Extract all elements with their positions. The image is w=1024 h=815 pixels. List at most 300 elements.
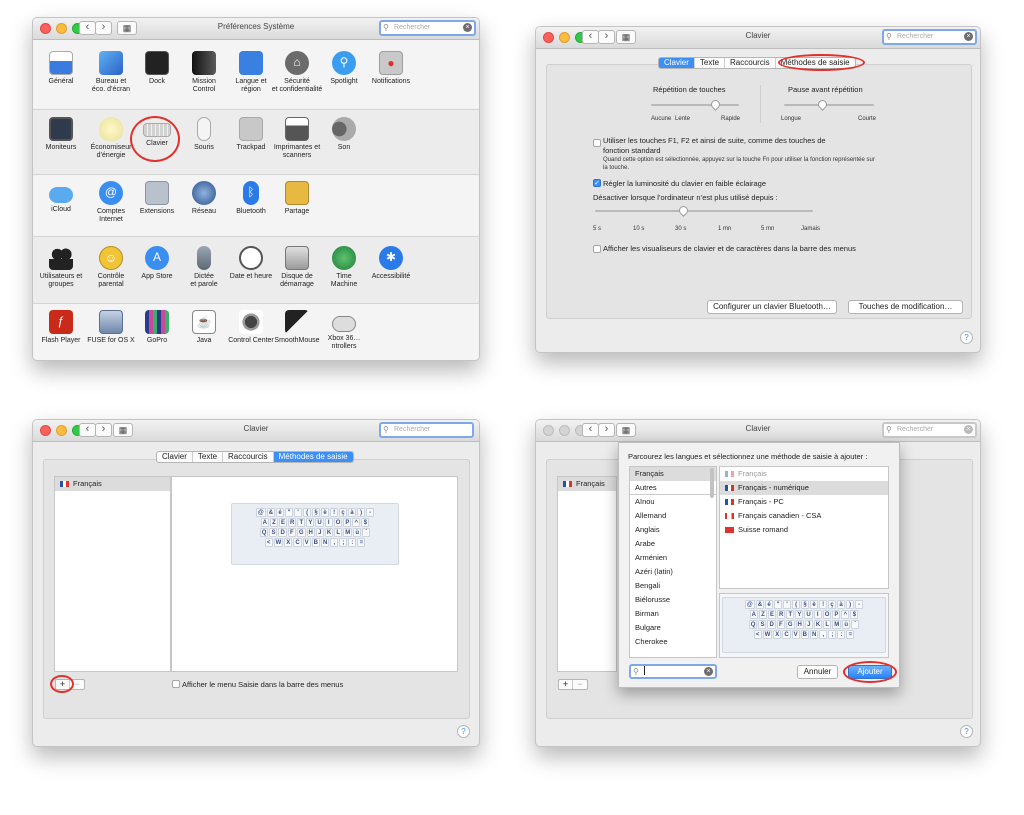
tab-methodes-de-saisie[interactable]: Méthodes de saisie bbox=[274, 452, 353, 462]
accounts-icon: @ bbox=[99, 181, 123, 205]
language-search-input[interactable] bbox=[629, 664, 717, 679]
pref-pane-trackpad[interactable] bbox=[225, 117, 277, 152]
dictation-icon bbox=[197, 246, 211, 270]
key-cap: J bbox=[805, 620, 813, 629]
highlight-circle-clavier bbox=[130, 116, 180, 162]
key-cap: : bbox=[348, 538, 356, 547]
key-cap: N bbox=[812, 632, 817, 638]
layout-list[interactable] bbox=[719, 466, 889, 589]
key-cap: I bbox=[325, 518, 333, 527]
language-item[interactable]: Arménien bbox=[635, 553, 668, 562]
pref-pane-sound[interactable] bbox=[318, 117, 370, 152]
key-cap: @ bbox=[257, 510, 264, 516]
pref-pane-label: Mission Control bbox=[192, 78, 216, 93]
language-item[interactable]: Français bbox=[630, 467, 716, 481]
icloud-icon bbox=[49, 187, 73, 203]
language-item[interactable]: Aïnou bbox=[635, 497, 655, 506]
key-cap: Q bbox=[261, 530, 267, 536]
layout-item[interactable] bbox=[720, 467, 888, 481]
key-cap: ç bbox=[339, 508, 347, 517]
pref-pane-label: Son bbox=[337, 144, 351, 151]
tick-30s: 30 s bbox=[675, 226, 687, 232]
language-item[interactable]: Azéri (latin) bbox=[635, 567, 673, 576]
key-cap: Z bbox=[759, 610, 767, 619]
add-remove-buttons bbox=[558, 679, 588, 690]
pref-pane-displays[interactable] bbox=[35, 117, 87, 152]
show-all-button[interactable]: ▦ bbox=[616, 30, 636, 44]
bluetooth-icon: ᛒ bbox=[243, 181, 259, 205]
language-item[interactable]: Arabe bbox=[635, 539, 656, 548]
pref-pane-label: Date et heure bbox=[229, 273, 273, 280]
key-cap: U bbox=[806, 612, 811, 618]
layout-item[interactable] bbox=[720, 495, 888, 509]
language-item[interactable]: Autres bbox=[630, 481, 716, 495]
key-cap: A bbox=[751, 612, 756, 618]
key-cap: é bbox=[276, 508, 284, 517]
layout-label: Suisse romand bbox=[738, 525, 789, 534]
cursor-icon bbox=[285, 310, 309, 334]
trackpad-icon bbox=[239, 117, 263, 141]
language-item[interactable]: Biélorusse bbox=[635, 595, 671, 604]
pref-pane-flash[interactable] bbox=[35, 310, 87, 345]
fn-keys-label: Utiliser les touches F1, F2 et ainsi de suite, comme des touches de bbox=[603, 136, 826, 145]
add-input-source-window bbox=[535, 419, 981, 747]
layout-label: Français - numérique bbox=[738, 483, 809, 492]
key-cap: B bbox=[313, 540, 319, 546]
key-cap: < bbox=[754, 630, 762, 639]
pref-pane-dictation[interactable] bbox=[178, 246, 230, 289]
key-cap: P bbox=[834, 612, 839, 618]
delay-long-label: Longue bbox=[781, 116, 802, 122]
help-button[interactable]: ? bbox=[457, 725, 470, 738]
pref-pane-label: Dock bbox=[149, 78, 165, 85]
remove-source-button[interactable]: − bbox=[577, 679, 583, 689]
key-cap: R bbox=[289, 520, 295, 526]
keyboard-row bbox=[723, 610, 885, 619]
displays-icon bbox=[49, 117, 73, 141]
key-cap: G bbox=[787, 622, 793, 628]
highlight-circle-plus bbox=[50, 675, 74, 693]
mouse-icon bbox=[197, 117, 211, 141]
pref-pane-label: GoPro bbox=[146, 337, 168, 344]
pref-pane-security[interactable] bbox=[271, 51, 323, 94]
key-cap: @ bbox=[746, 602, 753, 608]
key-cap: E bbox=[280, 520, 285, 526]
title-bar bbox=[536, 27, 980, 49]
key-cap: § bbox=[801, 600, 809, 609]
key-cap: O bbox=[824, 612, 830, 618]
key-cap: ù bbox=[842, 620, 850, 629]
back-button[interactable]: ‹ bbox=[79, 423, 96, 437]
pref-pane-label: Disque de démarrage bbox=[280, 273, 314, 288]
repeat-title: Répétition de touches bbox=[653, 85, 726, 94]
key-cap: R bbox=[778, 612, 784, 618]
key-cap: ^ bbox=[352, 518, 360, 527]
pref-pane-label: Économiseur d’énergie bbox=[90, 144, 132, 159]
keyboard-row bbox=[232, 528, 398, 537]
tick-1mn: 1 mn bbox=[718, 226, 732, 232]
layout-label: Français - PC bbox=[738, 497, 784, 506]
key-cap: Y bbox=[797, 612, 802, 618]
tab-texte[interactable]: Texte bbox=[193, 452, 223, 462]
language-item[interactable]: Cherokee bbox=[635, 637, 668, 646]
key-cap: A bbox=[262, 520, 267, 526]
show-all-button[interactable]: ▦ bbox=[113, 423, 133, 437]
pref-pane-label: Accessibilité bbox=[371, 273, 411, 280]
pref-pane-dock[interactable] bbox=[131, 51, 183, 86]
key-cap: ` bbox=[362, 528, 370, 537]
pref-pane-label: Langue et région bbox=[235, 78, 267, 93]
repeat-fast-label: Rapide bbox=[721, 116, 741, 122]
pref-pane-label: Java bbox=[196, 337, 212, 344]
input-source-item[interactable]: Français bbox=[55, 477, 170, 491]
pref-pane-mouse[interactable] bbox=[178, 117, 230, 152]
dock-icon bbox=[145, 51, 169, 75]
search-icon: ⚲ bbox=[383, 23, 389, 32]
extensions-icon bbox=[145, 181, 169, 205]
pref-pane-icloud[interactable] bbox=[35, 181, 87, 214]
key-cap: ^ bbox=[841, 610, 849, 619]
pref-pane-label: Spotlight bbox=[330, 78, 358, 85]
pref-pane-label: Notifications bbox=[371, 78, 411, 85]
remove-source-button[interactable]: − bbox=[74, 679, 80, 689]
key-cap: V bbox=[304, 540, 309, 546]
pref-pane-extensions[interactable] bbox=[131, 181, 183, 216]
pref-pane-logitech[interactable] bbox=[225, 310, 277, 345]
search-input[interactable]: ⚲ Rechercher × bbox=[882, 422, 977, 438]
pref-pane-label: Souris bbox=[194, 144, 214, 151]
key-cap: O bbox=[335, 520, 341, 526]
key-cap: è bbox=[321, 508, 329, 517]
key-cap: ` bbox=[851, 620, 859, 629]
search-icon: ⚲ bbox=[383, 425, 389, 434]
sound-icon bbox=[332, 117, 356, 141]
energy-icon bbox=[99, 117, 123, 141]
key-cap: Q bbox=[750, 622, 756, 628]
input-source-item[interactable]: Français bbox=[558, 477, 616, 491]
keyboard-row bbox=[232, 518, 398, 527]
search-input[interactable]: ⚲ Rechercher bbox=[379, 422, 474, 438]
fn-keys-checkbox[interactable] bbox=[593, 139, 601, 147]
disk-icon bbox=[285, 246, 309, 270]
forward-button[interactable]: › bbox=[95, 423, 112, 437]
bluetooth-keyboard-button[interactable]: Configurer un clavier Bluetooth… bbox=[707, 300, 837, 314]
pref-pane-label: Clavier bbox=[146, 140, 168, 147]
key-cap: H bbox=[308, 530, 313, 536]
add-button[interactable]: Ajouter bbox=[848, 665, 892, 679]
pref-pane-java[interactable] bbox=[178, 310, 230, 345]
tab-bar bbox=[156, 451, 354, 463]
window-title: Clavier bbox=[745, 424, 771, 433]
key-cap: $ bbox=[850, 610, 858, 619]
pref-pane-language[interactable] bbox=[225, 51, 277, 94]
key-cap: P bbox=[345, 520, 350, 526]
layout-label: Français canadien - CSA bbox=[738, 511, 822, 520]
pref-pane-sharing[interactable] bbox=[271, 181, 323, 216]
pref-pane-label: FUSE for OS X bbox=[87, 337, 135, 344]
pref-pane-label: Général bbox=[48, 78, 74, 85]
key-cap: T bbox=[297, 518, 305, 527]
pref-pane-label: Control Center bbox=[228, 337, 274, 344]
pref-pane-bluetooth[interactable] bbox=[225, 181, 277, 216]
forward-button[interactable]: › bbox=[95, 21, 112, 35]
pref-pane-label: Bluetooth bbox=[236, 208, 266, 215]
search-icon: ⚲ bbox=[886, 32, 892, 41]
show-input-menu-label: Afficher le menu Saisie dans la barre des menus bbox=[182, 680, 344, 689]
pref-pane-label: Moniteurs bbox=[45, 144, 77, 151]
clear-search-icon[interactable]: × bbox=[463, 23, 472, 32]
sharing-icon bbox=[285, 181, 309, 205]
fn-keys-label-2: fonction standard bbox=[603, 146, 661, 155]
pref-pane-gopro[interactable] bbox=[131, 310, 183, 345]
tab-clavier[interactable]: Clavier bbox=[659, 58, 695, 68]
add-source-button[interactable]: + bbox=[56, 680, 70, 689]
delay-slider[interactable] bbox=[784, 104, 874, 106]
pref-pane-label: Bureau et éco. d’écran bbox=[91, 78, 131, 93]
general-icon bbox=[49, 51, 73, 75]
pref-pane-disk[interactable] bbox=[271, 246, 323, 289]
key-cap: K bbox=[326, 530, 332, 536]
gopro-icon bbox=[145, 310, 169, 334]
keyboard-row bbox=[723, 620, 885, 629]
tick-10s: 10 s bbox=[633, 226, 645, 232]
key-cap: ! bbox=[819, 600, 827, 609]
key-cap: C bbox=[295, 540, 300, 546]
pref-pane-cursor[interactable] bbox=[271, 310, 323, 345]
keyboard-row bbox=[723, 630, 885, 639]
pref-pane-mission-control[interactable] bbox=[178, 51, 230, 94]
tab-texte[interactable]: Texte bbox=[695, 58, 725, 68]
pref-pane-clock[interactable] bbox=[225, 246, 277, 281]
title-bar bbox=[33, 420, 479, 442]
appstore-icon: A bbox=[145, 246, 169, 270]
key-cap: T bbox=[786, 610, 794, 619]
key-cap: à bbox=[837, 600, 845, 609]
pref-pane-network[interactable] bbox=[178, 181, 230, 216]
key-cap: M bbox=[345, 530, 351, 536]
pref-pane-printer[interactable] bbox=[271, 117, 323, 160]
key-cap: & bbox=[268, 510, 274, 516]
back-button[interactable]: ‹ bbox=[582, 423, 599, 437]
cancel-button[interactable]: Annuler bbox=[797, 665, 838, 679]
pref-pane-label: iCloud bbox=[51, 206, 71, 213]
pref-pane-general[interactable] bbox=[35, 51, 87, 86]
timemachine-icon bbox=[332, 246, 356, 270]
key-cap: : bbox=[837, 630, 845, 639]
window-title: Clavier bbox=[243, 424, 269, 433]
key-cap: & bbox=[757, 602, 763, 608]
back-button[interactable]: ‹ bbox=[582, 30, 599, 44]
layout-item[interactable] bbox=[720, 523, 888, 537]
key-cap: F bbox=[288, 528, 296, 537]
tab-clavier[interactable]: Clavier bbox=[157, 452, 193, 462]
repeat-slow-label: Lente bbox=[675, 116, 691, 122]
keyboard-row bbox=[232, 538, 398, 547]
pref-pane-label: Utilisateurs et groupes bbox=[39, 273, 83, 288]
pref-pane-notifications[interactable] bbox=[365, 51, 417, 86]
key-cap: W bbox=[275, 540, 282, 546]
pref-pane-spotlight[interactable] bbox=[318, 51, 370, 86]
tick-jamais: Jamais bbox=[801, 226, 821, 232]
key-cap: § bbox=[312, 508, 320, 517]
spotlight-icon: ⚲ bbox=[332, 51, 356, 75]
network-icon bbox=[192, 181, 216, 205]
fn-keys-note-2: la touche. bbox=[603, 165, 630, 171]
key-cap: " bbox=[285, 508, 293, 517]
keyboard-prefs-window bbox=[535, 26, 981, 353]
fn-keys-note: Quand cette option est sélectionnée, appuyez sur la touche Fn pour utiliser la fonction représentée sur bbox=[603, 157, 875, 163]
layout-item[interactable] bbox=[720, 481, 888, 495]
text-cursor bbox=[644, 666, 645, 675]
pref-pane-label: Xbox 36…ntrollers bbox=[327, 335, 361, 350]
viewers-label: Afficher les visualiseurs de clavier et de caractères dans la barre des menus bbox=[603, 244, 856, 253]
pref-pane-label: Extensions bbox=[139, 208, 175, 215]
pref-pane-gamepad[interactable] bbox=[318, 310, 370, 351]
language-item[interactable]: Bulgare bbox=[635, 623, 661, 632]
language-list[interactable] bbox=[629, 466, 717, 658]
input-sources-list[interactable] bbox=[54, 476, 171, 672]
tab-raccourcis[interactable]: Raccourcis bbox=[725, 58, 776, 68]
language-scrollbar[interactable] bbox=[710, 468, 714, 498]
key-cap: L bbox=[334, 528, 342, 537]
key-cap: E bbox=[769, 612, 774, 618]
key-cap: ' bbox=[294, 508, 302, 517]
brightness-checkbox[interactable]: ✓ bbox=[594, 180, 600, 187]
highlight-circle-methodes bbox=[778, 54, 865, 71]
modifier-keys-button[interactable]: Touches de modification… bbox=[848, 300, 963, 314]
users-icon bbox=[49, 246, 73, 270]
key-cap: Y bbox=[308, 520, 313, 526]
key-cap: X bbox=[775, 632, 780, 638]
key-cap: , bbox=[330, 538, 338, 547]
forward-button[interactable]: › bbox=[598, 30, 615, 44]
pref-pane-users[interactable] bbox=[35, 246, 87, 289]
highlight-circle-ajouter bbox=[843, 661, 897, 683]
pref-pane-label: Imprimantes et scanners bbox=[273, 144, 321, 159]
flag-icon bbox=[725, 471, 734, 477]
key-cap: J bbox=[316, 528, 324, 537]
pref-pane-label: Partage bbox=[284, 208, 310, 215]
language-item[interactable]: Bengali bbox=[635, 581, 661, 590]
pref-pane-label: SmoothMouse bbox=[274, 337, 320, 344]
tab-raccourcis[interactable]: Raccourcis bbox=[223, 452, 274, 462]
pref-pane-label: Réseau bbox=[191, 208, 217, 215]
keyboard-row bbox=[723, 600, 885, 609]
key-cap: - bbox=[366, 508, 374, 517]
key-cap: < bbox=[265, 538, 273, 547]
show-input-menu-checkbox[interactable] bbox=[172, 680, 180, 688]
key-cap: L bbox=[823, 620, 831, 629]
keyboard-tab-panel bbox=[546, 64, 972, 319]
key-cap: ; bbox=[339, 538, 347, 547]
printer-icon bbox=[285, 117, 309, 141]
input-sources-list bbox=[557, 476, 617, 672]
pref-pane-timemachine[interactable] bbox=[318, 246, 370, 289]
gamepad-icon bbox=[332, 316, 356, 332]
show-all-button[interactable]: ▦ bbox=[616, 423, 636, 437]
language-item[interactable]: Anglais bbox=[635, 525, 660, 534]
search-input[interactable]: ⚲ Rechercher × bbox=[882, 29, 977, 45]
tick-5mn: 5 mn bbox=[761, 226, 775, 232]
pref-pane-label: Flash Player bbox=[41, 337, 81, 344]
tab-methodes-de-saisie[interactable]: Méthodes de saisie bbox=[780, 58, 850, 67]
forward-button[interactable]: › bbox=[598, 423, 615, 437]
input-sources-window bbox=[32, 419, 480, 747]
flag-icon bbox=[725, 485, 734, 491]
key-cap: ! bbox=[330, 508, 338, 517]
key-cap: G bbox=[298, 530, 304, 536]
clear-search-icon[interactable]: × bbox=[964, 425, 973, 434]
key-cap: ) bbox=[846, 600, 854, 609]
pref-pane-label: Sécurité et confidentialité bbox=[271, 78, 323, 93]
key-cap: S bbox=[271, 530, 276, 536]
logitech-icon bbox=[239, 310, 263, 334]
backlight-off-slider[interactable] bbox=[595, 210, 813, 212]
system-preferences-window bbox=[32, 17, 480, 361]
key-cap: H bbox=[797, 622, 802, 628]
pref-pane-appstore[interactable] bbox=[131, 246, 183, 281]
help-button[interactable]: ? bbox=[960, 725, 973, 738]
key-cap: F bbox=[777, 620, 785, 629]
language-item[interactable]: Birman bbox=[635, 609, 659, 618]
help-button[interactable]: ? bbox=[960, 331, 973, 344]
security-icon: ⌂ bbox=[285, 51, 309, 75]
pref-pane-accessibility[interactable] bbox=[365, 246, 417, 281]
add-source-button[interactable]: + bbox=[559, 680, 573, 689]
title-bar bbox=[536, 420, 980, 442]
key-cap: ' bbox=[783, 600, 791, 609]
key-cap: " bbox=[774, 600, 782, 609]
pref-pane-desktop[interactable] bbox=[85, 51, 137, 94]
viewers-checkbox[interactable] bbox=[593, 245, 601, 253]
flash-icon: ƒ bbox=[49, 310, 73, 334]
clear-search-icon[interactable]: × bbox=[964, 32, 973, 41]
pref-pane-label: Contrôle parental bbox=[97, 273, 125, 288]
key-cap: ù bbox=[353, 528, 361, 537]
backlight-off-label: Désactiver lorsque l’ordinateur n’est plus utilisé depuis : bbox=[593, 193, 778, 202]
notifications-icon: ● bbox=[379, 51, 403, 75]
language-item[interactable]: Allemand bbox=[635, 511, 667, 520]
clear-search-icon[interactable]: × bbox=[704, 667, 713, 676]
language-icon bbox=[239, 51, 263, 75]
key-cap: à bbox=[348, 508, 356, 517]
key-cap: I bbox=[814, 610, 822, 619]
search-icon: ⚲ bbox=[633, 667, 639, 676]
layout-label: Français bbox=[738, 469, 767, 478]
repeat-slider[interactable] bbox=[651, 104, 739, 106]
key-cap: ) bbox=[357, 508, 365, 517]
pref-pane-parental[interactable] bbox=[85, 246, 137, 289]
search-icon: ⚲ bbox=[886, 425, 892, 434]
add-method-sheet bbox=[618, 442, 900, 688]
back-button[interactable]: ‹ bbox=[79, 21, 96, 35]
pref-pane-accounts[interactable] bbox=[85, 181, 137, 224]
pref-pane-fuse[interactable] bbox=[85, 310, 137, 345]
accessibility-icon: ✱ bbox=[379, 246, 403, 270]
search-input[interactable]: ⚲ Rechercher × bbox=[379, 20, 476, 36]
flag-icon bbox=[725, 527, 734, 533]
show-all-button[interactable]: ▦ bbox=[117, 21, 137, 35]
layout-item[interactable] bbox=[720, 509, 888, 523]
brightness-label: Régler la luminosité du clavier en faible éclairage bbox=[603, 179, 767, 188]
key-cap: D bbox=[769, 622, 774, 628]
key-cap: è bbox=[810, 600, 818, 609]
title-bar bbox=[33, 18, 479, 40]
tick-5s: 5 s bbox=[593, 226, 602, 232]
clock-icon bbox=[239, 246, 263, 270]
key-cap: ç bbox=[828, 600, 836, 609]
key-cap: ( bbox=[792, 600, 800, 609]
